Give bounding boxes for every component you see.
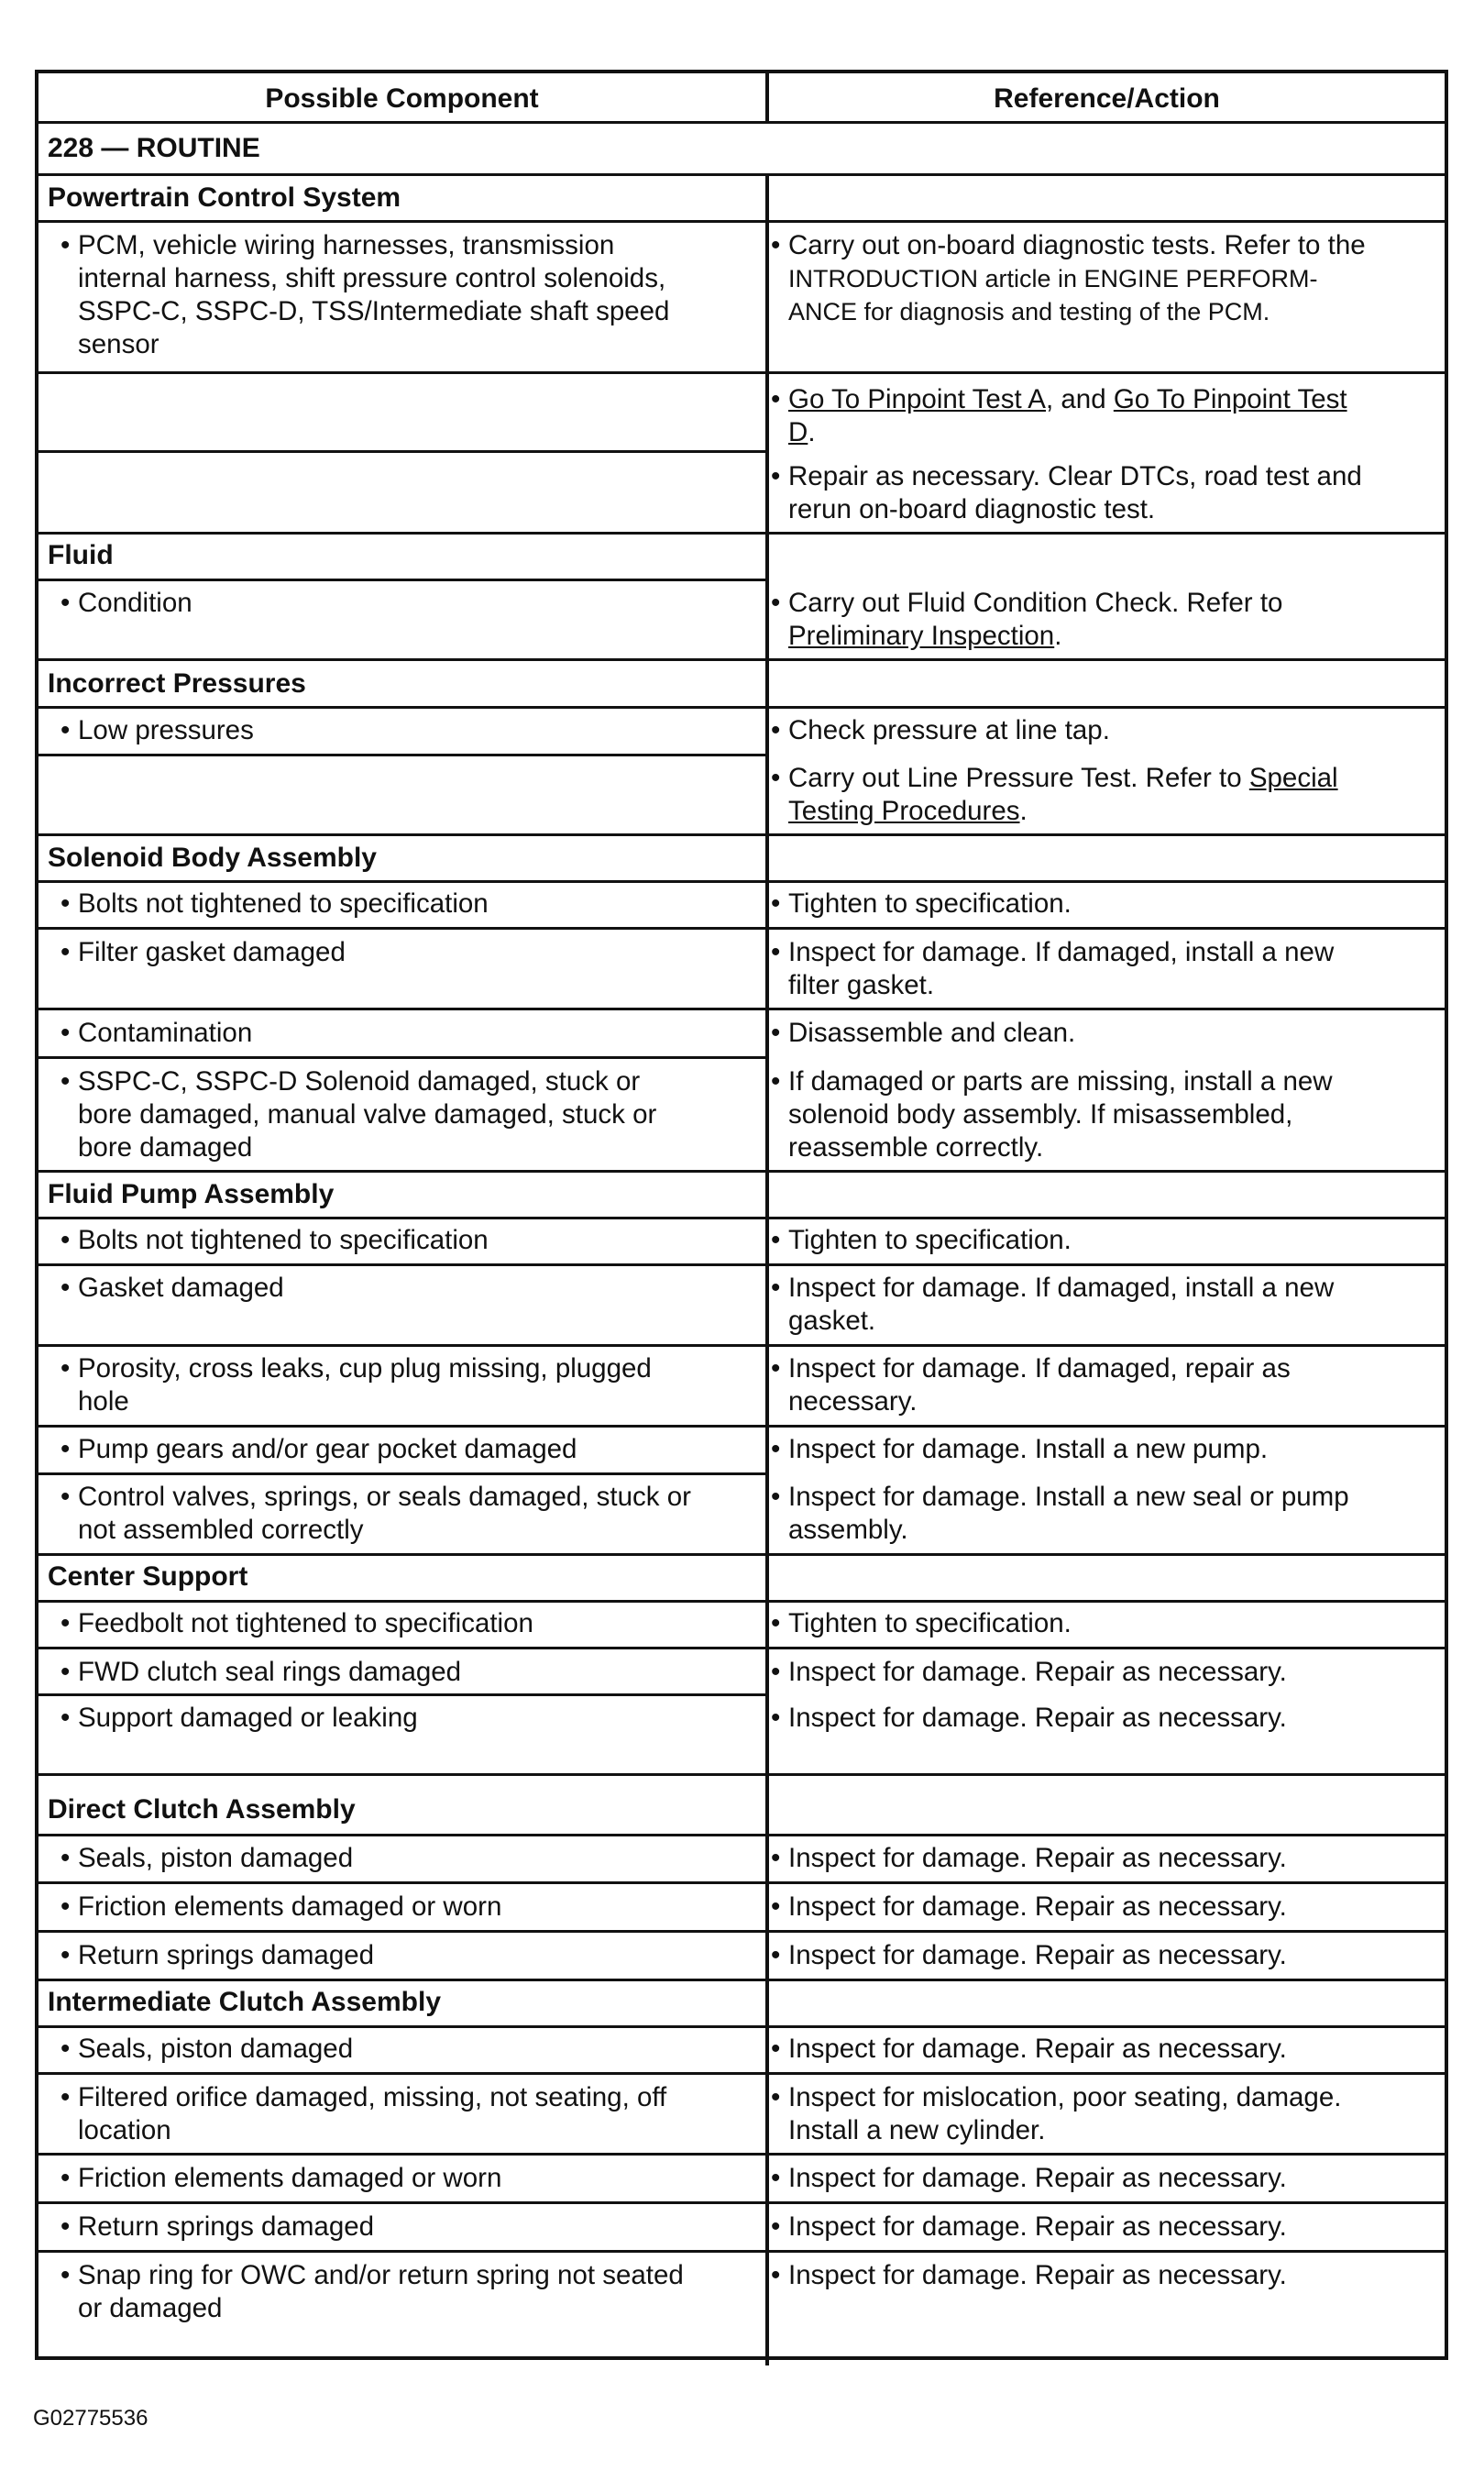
list-item <box>771 1352 1439 1418</box>
action-line: gasket. <box>788 1306 876 1336</box>
component-line: Contamination <box>78 1018 253 1048</box>
row-rule <box>38 1881 1445 1884</box>
action-line: Carry out Line Pressure Test. Refer to <box>788 763 1242 793</box>
component-line: Porosity, cross leaks, cup plug missing, plugged <box>78 1353 652 1384</box>
action-line: Inspect for damage. Repair as necessary. <box>788 1843 1287 1873</box>
row-rule <box>38 1344 1445 1347</box>
component-line: location <box>78 2115 171 2145</box>
row-rule <box>38 450 765 453</box>
list-item <box>771 714 1439 747</box>
row-rule <box>38 1693 765 1696</box>
component-line: Feedbolt not tightened to specification <box>78 1608 533 1638</box>
section-title-powertrain: Powertrain Control System <box>48 182 401 213</box>
pinpoint-test-d-link[interactable]: Go To Pinpoint Test <box>1113 384 1347 414</box>
list-item <box>771 1939 1439 1972</box>
bullet: • <box>60 1940 71 1970</box>
component-line: Filtered orifice damaged, missing, not seating, off <box>78 2082 667 2112</box>
row-rule <box>38 754 765 756</box>
list-item <box>771 1702 1439 1735</box>
bullet: • <box>60 1066 71 1097</box>
section-title-incorrect-pressures: Incorrect Pressures <box>48 668 306 699</box>
row-rule <box>38 2201 1445 2204</box>
action-line: solenoid body assembly. If misassembled, <box>788 1099 1293 1130</box>
row-rule <box>38 706 1445 709</box>
bullet: • <box>771 2163 781 2193</box>
action-line: necessary. <box>788 1386 918 1417</box>
row-rule <box>38 2025 1445 2028</box>
special-testing-link[interactable]: Special <box>1248 763 1338 793</box>
component-line: Snap ring for OWC and/or return spring not seated <box>78 2260 684 2290</box>
section-title-fluid: Fluid <box>48 540 114 570</box>
period: . <box>1054 621 1062 651</box>
list-item <box>771 1433 1439 1466</box>
component-line: Return springs damaged <box>78 2211 375 2242</box>
list-item <box>771 1017 1439 1050</box>
row-rule <box>38 2072 1445 2075</box>
component-line: Bolts not tightened to specification <box>78 1225 489 1255</box>
component-line: FWD clutch seal rings damaged <box>78 1657 462 1687</box>
bullet: • <box>60 1434 71 1464</box>
row-rule <box>38 658 1445 661</box>
bullet: • <box>60 2034 71 2064</box>
list-item <box>771 1481 1439 1547</box>
action-line: Inspect for damage. Repair as necessary. <box>788 2260 1287 2290</box>
list-item <box>771 460 1439 526</box>
bullet: • <box>60 1657 71 1687</box>
header-row <box>38 73 1445 121</box>
pinpoint-test-a-link[interactable]: Go To Pinpoint Test A <box>788 384 1046 414</box>
component-line: Friction elements damaged or worn <box>78 2163 502 2193</box>
list-item <box>771 2033 1439 2066</box>
bullet: • <box>771 1657 781 1687</box>
component-line: Seals, piston damaged <box>78 1843 354 1873</box>
bullet: • <box>771 230 781 260</box>
action-line: Tighten to specification. <box>788 1608 1072 1638</box>
row-rule <box>38 371 1445 374</box>
list-item <box>771 1224 1439 1257</box>
routine-heading: 228 — ROUTINE <box>48 133 260 163</box>
component-line: hole <box>78 1386 129 1417</box>
action-line: Inspect for damage. Repair as necessary. <box>788 2163 1287 2193</box>
bullet: • <box>60 937 71 967</box>
bullet: • <box>771 937 781 967</box>
bullet: • <box>60 1273 71 1303</box>
component-line: bore damaged <box>78 1132 253 1163</box>
list-item <box>771 2081 1439 2147</box>
component-line: SSPC-C, SSPC-D Solenoid damaged, stuck or <box>78 1066 641 1097</box>
row-rule <box>38 532 1445 535</box>
bullet: • <box>771 1353 781 1384</box>
component-line: sensor <box>78 329 159 359</box>
bullet: • <box>60 588 71 618</box>
component-line: Low pressures <box>78 715 254 745</box>
column-divider <box>765 73 769 124</box>
bullet: • <box>771 588 781 618</box>
list-item <box>771 1656 1439 1689</box>
action-line: Repair as necessary. Clear DTCs, road test and <box>788 461 1362 491</box>
component-line: bore damaged, manual valve damaged, stuck or <box>78 1099 657 1130</box>
row-rule <box>38 173 1445 176</box>
list-item <box>771 2211 1439 2244</box>
action-line: rerun on-board diagnostic test. <box>788 494 1156 524</box>
component-line: PCM, vehicle wiring harnesses, transmission <box>78 230 615 260</box>
list-item <box>771 2259 1439 2292</box>
action-line: Inspect for damage. If damaged, install a new <box>788 1273 1335 1303</box>
bullet: • <box>771 1018 781 1048</box>
bullet: • <box>771 763 781 793</box>
component-line: Filter gasket damaged <box>78 937 346 967</box>
bullet: • <box>771 1225 781 1255</box>
list-item <box>771 2162 1439 2195</box>
row-rule <box>38 1263 1445 1266</box>
bullet: • <box>60 1353 71 1384</box>
component-line: Friction elements damaged or worn <box>78 1891 502 1922</box>
row-rule <box>38 1647 1445 1649</box>
period: . <box>1019 796 1028 826</box>
row-rule <box>38 1425 1445 1428</box>
component-line: Return springs damaged <box>78 1940 375 1970</box>
bullet: • <box>60 1018 71 1048</box>
list-item <box>771 1272 1439 1338</box>
row-rule <box>38 880 1445 883</box>
diagnosis-table <box>35 70 1448 2360</box>
row-rule <box>38 1056 765 1059</box>
bullet: • <box>60 2260 71 2290</box>
section-title-solenoid-body: Solenoid Body Assembly <box>48 843 377 873</box>
bullet: • <box>60 2082 71 2112</box>
bullet: • <box>771 1608 781 1638</box>
row-rule <box>38 1217 1445 1219</box>
bullet: • <box>771 2082 781 2112</box>
bullet: • <box>60 888 71 919</box>
row-rule <box>38 1170 1445 1173</box>
period: . <box>808 417 816 447</box>
bullet: • <box>771 1066 781 1097</box>
row-rule <box>38 1979 1445 1981</box>
row-rule <box>38 2153 1445 2156</box>
list-item <box>771 1891 1439 1924</box>
row-rule <box>38 2250 1445 2253</box>
action-line: Inspect for mislocation, poor seating, damage. <box>788 2082 1342 2112</box>
row-rule <box>38 1472 765 1475</box>
row-rule <box>38 1553 1445 1556</box>
component-line: Support damaged or leaking <box>78 1703 418 1733</box>
special-testing-link-cont[interactable]: Testing Procedures <box>788 796 1020 826</box>
header-reference-action: Reference/Action <box>994 83 1220 114</box>
list-item <box>771 587 1439 653</box>
bullet: • <box>771 1434 781 1464</box>
action-line: Inspect for damage. Repair as necessary. <box>788 1657 1287 1687</box>
section-title-direct-clutch: Direct Clutch Assembly <box>48 1794 356 1825</box>
bullet: • <box>771 1703 781 1733</box>
action-line: reassemble correctly. <box>788 1132 1044 1163</box>
bullet: • <box>60 715 71 745</box>
action-line: Inspect for damage. If damaged, install a new <box>788 937 1335 967</box>
action-line: Inspect for damage. Repair as necessary. <box>788 1891 1287 1922</box>
bullet: • <box>771 2211 781 2242</box>
list-item <box>771 1065 1439 1164</box>
action-line: Inspect for damage. Repair as necessary. <box>788 1940 1287 1970</box>
action-line: Carry out on-board diagnostic tests. Refer to the <box>788 230 1366 260</box>
action-line: Inspect for damage. Repair as necessary. <box>788 2211 1287 2242</box>
component-line: Gasket damaged <box>78 1273 284 1303</box>
bullet: • <box>60 1891 71 1922</box>
section-title-fluid-pump: Fluid Pump Assembly <box>48 1179 335 1209</box>
component-line: Pump gears and/or gear pocket damaged <box>78 1434 577 1464</box>
bullet: • <box>771 384 781 414</box>
action-line: Disassemble and clean. <box>788 1018 1076 1048</box>
action-line: Check pressure at line tap. <box>788 715 1110 745</box>
component-line: not assembled correctly <box>78 1515 364 1545</box>
component-line: Control valves, springs, or seals damaged, stuck or <box>78 1482 691 1512</box>
bullet: • <box>60 1703 71 1733</box>
row-rule <box>38 1834 1445 1836</box>
action-line: Tighten to specification. <box>788 888 1072 919</box>
action-line: INTRODUCTION article in ENGINE PERFORM- <box>788 265 1318 292</box>
action-line: If damaged or parts are missing, install a new <box>788 1066 1333 1097</box>
bullet: • <box>771 1273 781 1303</box>
row-rule <box>38 220 1445 223</box>
list-item <box>771 936 1439 1002</box>
preliminary-inspection-link[interactable]: Preliminary Inspection <box>788 621 1055 651</box>
row-rule <box>38 1008 1445 1010</box>
action-line: Inspect for damage. Repair as necessary. <box>788 1703 1287 1733</box>
header-possible-component: Possible Component <box>265 83 539 114</box>
bullet: • <box>60 1843 71 1873</box>
bullet: • <box>771 888 781 919</box>
row-rule <box>38 1930 1445 1933</box>
row-rule <box>38 1773 1445 1776</box>
bullet: • <box>771 1482 781 1512</box>
action-line: Install a new cylinder. <box>788 2115 1046 2145</box>
bullet: • <box>771 2260 781 2290</box>
action-line: Inspect for damage. Repair as necessary. <box>788 2034 1287 2064</box>
bullet: • <box>60 230 71 260</box>
list-item <box>771 1607 1439 1640</box>
action-line: Inspect for damage. If damaged, repair as <box>788 1353 1291 1384</box>
bullet: • <box>771 461 781 491</box>
action-line: Carry out Fluid Condition Check. Refer to <box>788 588 1283 618</box>
bullet: • <box>771 1891 781 1922</box>
row-rule <box>38 579 765 581</box>
row-rule <box>38 833 1445 836</box>
list-item <box>771 888 1439 921</box>
component-line: internal harness, shift pressure control solenoids, <box>78 263 666 293</box>
bullet: • <box>60 1225 71 1255</box>
component-line: Bolts not tightened to specification <box>78 888 489 919</box>
component-line: SSPC-C, SSPC-D, TSS/Intermediate shaft speed <box>78 296 670 326</box>
action-line: filter gasket. <box>788 970 935 1000</box>
action-line: Inspect for damage. Install a new pump. <box>788 1434 1269 1464</box>
component-line: Condition <box>78 588 192 618</box>
bullet: • <box>60 1608 71 1638</box>
bullet: • <box>771 1940 781 1970</box>
section-title-intermediate-clutch: Intermediate Clutch Assembly <box>48 1987 442 2017</box>
list-item <box>771 229 1439 328</box>
action-line: Inspect for damage. Install a new seal or pump <box>788 1482 1349 1512</box>
row-rule <box>38 927 1445 930</box>
list-item <box>771 383 1439 449</box>
figure-id: G02775536 <box>33 2406 148 2431</box>
pinpoint-test-d-link-cont[interactable]: D <box>788 417 808 447</box>
section-title-center-support: Center Support <box>48 1561 248 1592</box>
bullet: • <box>60 1482 71 1512</box>
list-item <box>771 1842 1439 1875</box>
component-line: or damaged <box>78 2293 223 2323</box>
bullet: • <box>771 2034 781 2064</box>
link-separator: , and <box>1046 384 1114 414</box>
row-rule <box>38 1600 1445 1603</box>
row-rule <box>38 121 1445 124</box>
bullet: • <box>60 2211 71 2242</box>
bullet: • <box>60 2163 71 2193</box>
bullet: • <box>771 715 781 745</box>
action-line: ANCE for diagnosis and testing of the PCM. <box>788 298 1270 325</box>
list-item <box>771 762 1439 828</box>
action-line: assembly. <box>788 1515 908 1545</box>
bullet: • <box>771 1843 781 1873</box>
action-line: Tighten to specification. <box>788 1225 1072 1255</box>
component-line: Seals, piston damaged <box>78 2034 354 2064</box>
